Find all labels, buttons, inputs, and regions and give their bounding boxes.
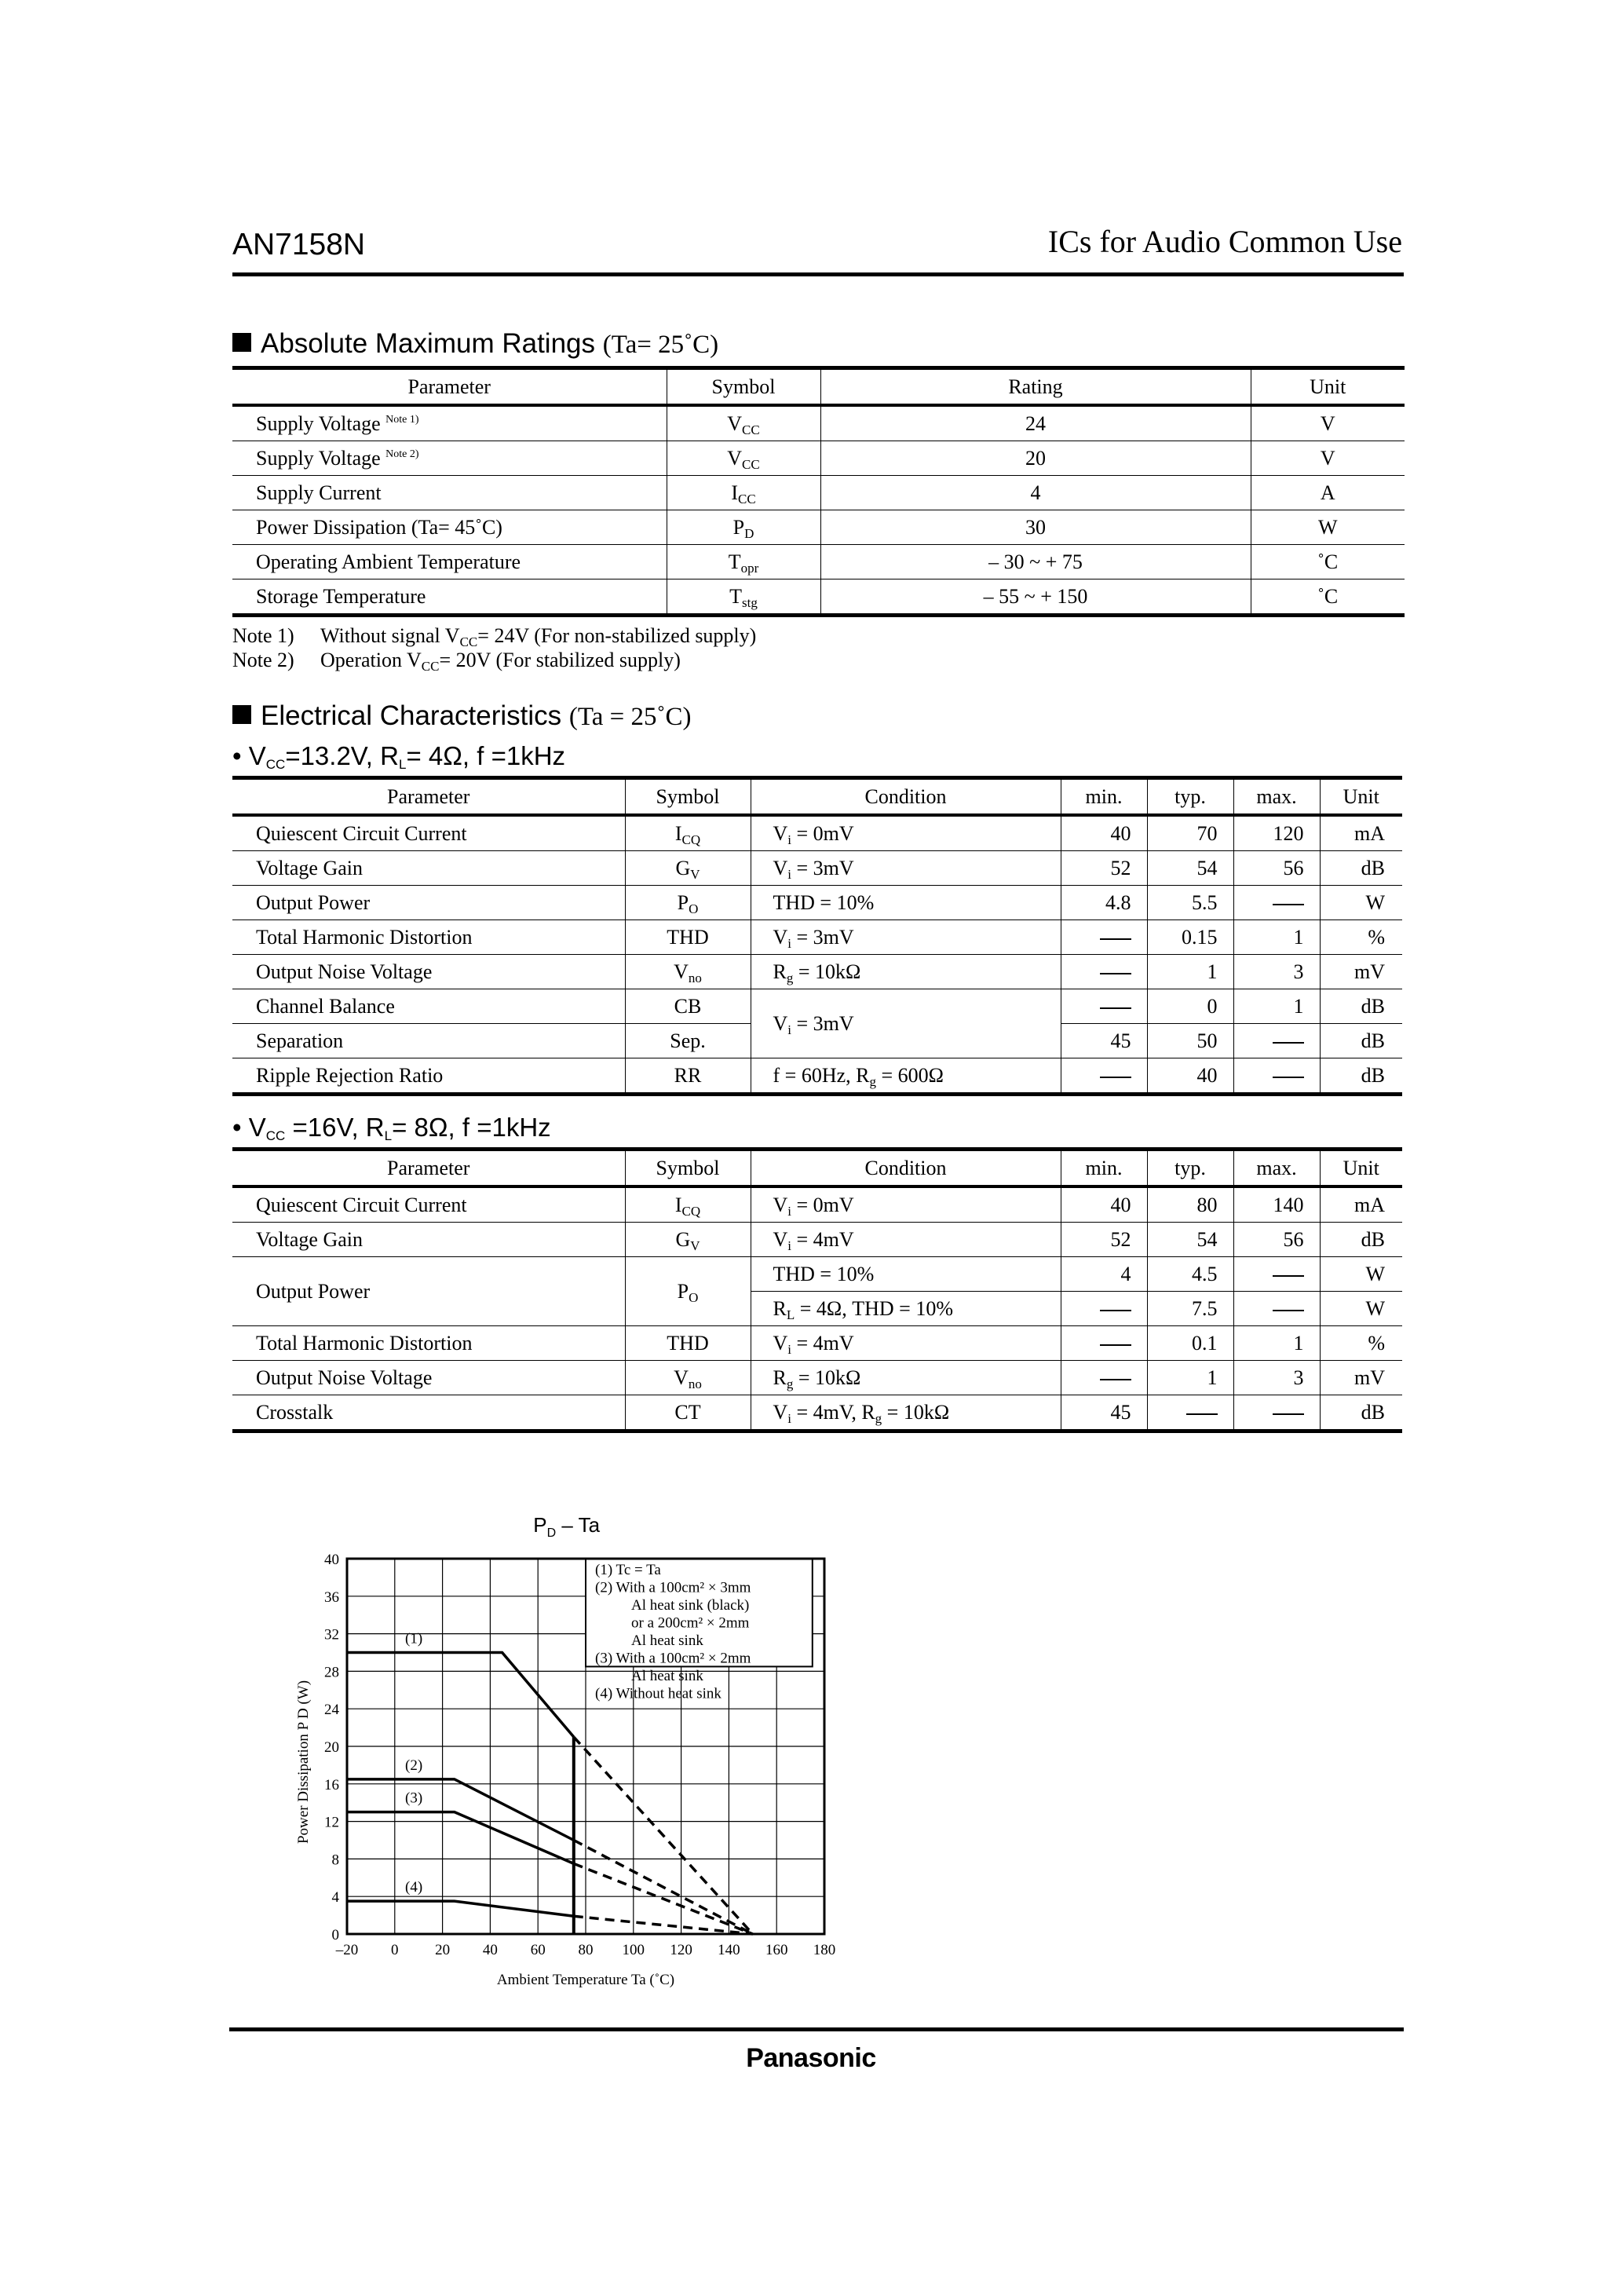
table-row — [232, 920, 1402, 955]
table-row — [232, 405, 1405, 441]
table-row — [232, 989, 1402, 1024]
series-line — [347, 1653, 574, 1738]
dash-mark — [1273, 1275, 1304, 1277]
table-row — [232, 441, 1405, 476]
dash-mark — [1273, 1077, 1304, 1078]
cell-min — [1061, 920, 1147, 955]
series-dashed-line — [574, 1863, 753, 1934]
table-row — [232, 1257, 1402, 1292]
cell-unit: dB — [1320, 989, 1402, 1024]
x-tick-label: –20 — [335, 1942, 359, 1958]
elec-condition: (Ta = 25˚C) — [568, 703, 692, 731]
cell-min: 52 — [1061, 851, 1147, 886]
col-typ: typ. — [1147, 778, 1233, 816]
cell-symbol: $V_{CC}$ — [667, 441, 820, 476]
cell-condition: $R_L = 4\Omega$, THD = 10% — [751, 1292, 1061, 1326]
cell-symbol: $P_O$ — [625, 886, 751, 920]
cell-min: 40 — [1061, 815, 1147, 851]
col-min: min. — [1061, 778, 1147, 816]
cell-max — [1233, 886, 1320, 920]
abs-max-title: Absolute Maximum Ratings — [261, 328, 595, 359]
series-label: (1) — [405, 1630, 423, 1647]
bullet-square-icon — [232, 333, 251, 352]
col-typ: typ. — [1147, 1150, 1233, 1187]
dash-mark — [1100, 1007, 1131, 1009]
dash-mark — [1273, 1310, 1304, 1311]
y-tick-label: 16 — [324, 1776, 339, 1793]
cell-unit: dB — [1320, 851, 1402, 886]
cell-unit: A — [1251, 476, 1405, 510]
cell-max: 1 — [1233, 1326, 1320, 1361]
cell-parameter: Voltage Gain — [232, 851, 625, 886]
cell-symbol: $V_{no}$ — [625, 955, 751, 989]
cell-rating: 4 — [820, 476, 1251, 510]
cell-unit: ˚C — [1251, 545, 1405, 579]
cell-symbol: $P_O$ — [625, 1257, 751, 1326]
col-symbol: Symbol — [625, 778, 751, 816]
x-axis-label: Ambient Temperature Ta (˚C) — [496, 1972, 675, 1988]
abs-max-table — [232, 366, 1405, 617]
cell-parameter: Output Noise Voltage — [232, 955, 625, 989]
cell-parameter: Output Power — [232, 1257, 625, 1326]
cell-max — [1233, 1292, 1320, 1326]
cell-symbol: RR — [625, 1058, 751, 1095]
y-axis-label: Power Dissipation P D (W) — [295, 1680, 312, 1844]
document-category: ICs for Audio Common Use — [1047, 224, 1402, 259]
cell-rating: 24 — [820, 405, 1251, 441]
cell-unit: dB — [1320, 1058, 1402, 1095]
cell-max: 140 — [1233, 1186, 1320, 1223]
set2-conditions: • $V_{CC} =16V$, $R_L= 8\Omega$, f =1kHz — [232, 1113, 551, 1143]
table-row — [232, 1326, 1402, 1361]
col-unit: Unit — [1320, 778, 1402, 816]
series-dashed-line — [574, 1737, 753, 1934]
cell-typ: 70 — [1147, 815, 1233, 851]
cell-unit: ˚C — [1251, 579, 1405, 616]
legend-entry: Al heat sink — [631, 1632, 703, 1649]
cell-condition: $V_i = 0mV$ — [751, 815, 1061, 851]
cell-unit: mA — [1320, 815, 1402, 851]
cell-symbol: $V_{CC}$ — [667, 405, 820, 441]
cell-condition: $V_i = 4mV$, $R_g = 10k\Omega$ — [751, 1395, 1061, 1431]
abs-max-heading — [232, 328, 718, 360]
table-row — [232, 1223, 1402, 1257]
cell-unit: dB — [1320, 1223, 1402, 1257]
cell-min — [1061, 989, 1147, 1024]
legend-entry: (1) Tc = Ta — [595, 1562, 661, 1578]
cell-condition: $V_i = 0mV$ — [751, 1186, 1061, 1223]
table-row — [232, 886, 1402, 920]
cell-min: 45 — [1061, 1024, 1147, 1058]
chart-title: $P_D$ – Ta — [533, 1513, 601, 1540]
cell-max: 120 — [1233, 815, 1320, 851]
series-label: (2) — [405, 1757, 423, 1774]
table-row — [232, 851, 1402, 886]
cell-typ: 40 — [1147, 1058, 1233, 1095]
set1-conditions: • $V_{CC}=13.2V$, $R_L= 4\Omega$, f =1kHz — [232, 741, 566, 772]
cell-typ: 4.5 — [1147, 1257, 1233, 1292]
cell-condition: $V_i = 3mV$ — [751, 851, 1061, 886]
col-max: max. — [1233, 778, 1320, 816]
cell-symbol: THD — [625, 920, 751, 955]
col-rating: Rating — [820, 368, 1251, 406]
cell-rating: 20 — [820, 441, 1251, 476]
cell-condition: $R_g = 10k\Omega$ — [751, 955, 1061, 989]
col-symbol: Symbol — [667, 368, 820, 406]
cell-symbol: $G_V$ — [625, 851, 751, 886]
dash-mark — [1100, 1077, 1131, 1078]
cell-unit: W — [1251, 510, 1405, 545]
cell-max: 56 — [1233, 1223, 1320, 1257]
table-row — [232, 1058, 1402, 1095]
cell-max — [1233, 1058, 1320, 1095]
cell-symbol: $P_D$ — [667, 510, 820, 545]
cell-max: 3 — [1233, 1361, 1320, 1395]
cell-parameter: Supply Current — [232, 476, 667, 510]
table-row — [232, 815, 1402, 851]
series-dashed-line — [574, 1916, 753, 1934]
dash-mark — [1100, 938, 1131, 940]
table-row — [232, 545, 1405, 579]
part-number: AN7158N — [232, 228, 366, 261]
bullet-square-icon — [232, 705, 251, 724]
cell-typ: 0 — [1147, 989, 1233, 1024]
col-condition: Condition — [751, 778, 1061, 816]
cell-parameter: Voltage Gain — [232, 1223, 625, 1257]
dash-mark — [1100, 1379, 1131, 1380]
y-tick-label: 4 — [331, 1889, 339, 1907]
cell-parameter: Channel Balance — [232, 989, 625, 1024]
cell-min — [1061, 1058, 1147, 1095]
header-rule — [232, 272, 1404, 276]
elec-table-1 — [232, 776, 1402, 1096]
cell-parameter: Ripple Rejection Ratio — [232, 1058, 625, 1095]
cell-min: 52 — [1061, 1223, 1147, 1257]
abs-max-condition: (Ta= 25˚C) — [602, 331, 719, 359]
cell-condition: THD = 10% — [751, 1257, 1061, 1292]
cell-typ: 1 — [1147, 955, 1233, 989]
cell-typ: 7.5 — [1147, 1292, 1233, 1326]
cell-unit: % — [1320, 1326, 1402, 1361]
cell-parameter: Total Harmonic Distortion — [232, 920, 625, 955]
table-row — [232, 955, 1402, 989]
cell-typ: 54 — [1147, 1223, 1233, 1257]
y-tick-label: 28 — [324, 1664, 339, 1681]
cell-typ: 1 — [1147, 1361, 1233, 1395]
cell-typ: 5.5 — [1147, 886, 1233, 920]
col-max: max. — [1233, 1150, 1320, 1187]
note-2: Note 2) Operation $V_{CC}= 20V$ (For stabilized supply) — [232, 649, 681, 674]
cell-condition: $V_i = 4mV$ — [751, 1326, 1061, 1361]
cell-unit: mV — [1320, 1361, 1402, 1395]
cell-condition: THD = 10% — [751, 886, 1061, 920]
cell-typ: 54 — [1147, 851, 1233, 886]
y-tick-label: 20 — [324, 1739, 339, 1756]
series-dashed-line — [574, 1841, 753, 1935]
series-label: (3) — [405, 1790, 423, 1807]
cell-unit: mA — [1320, 1186, 1402, 1223]
cell-condition: f = 60Hz, $R_g = 600\Omega$ — [751, 1058, 1061, 1095]
series-line — [347, 1901, 574, 1916]
y-tick-label: 8 — [331, 1852, 339, 1869]
legend-entry: (2) With a 100cm² × 3mm — [595, 1579, 751, 1596]
series-label: (4) — [405, 1879, 423, 1896]
y-tick-label: 12 — [324, 1814, 339, 1831]
cell-rating: 30 — [820, 510, 1251, 545]
y-tick-label: 0 — [331, 1927, 339, 1943]
cell-parameter: Total Harmonic Distortion — [232, 1326, 625, 1361]
cell-rating: – 30 ~ + 75 — [820, 545, 1251, 579]
cell-unit: dB — [1320, 1024, 1402, 1058]
cell-unit: % — [1320, 920, 1402, 955]
cell-min: 4 — [1061, 1257, 1147, 1292]
x-tick-label: 60 — [530, 1942, 546, 1958]
cell-unit: dB — [1320, 1395, 1402, 1431]
cell-min — [1061, 1326, 1147, 1361]
legend-entry: Al heat sink (black) — [631, 1597, 750, 1614]
cell-min: 4.8 — [1061, 886, 1147, 920]
cell-condition: $R_g = 10k\Omega$ — [751, 1361, 1061, 1395]
cell-max: 1 — [1233, 920, 1320, 955]
cell-max: 56 — [1233, 851, 1320, 886]
cell-condition: $V_i = 4mV$ — [751, 1223, 1061, 1257]
dash-mark — [1186, 1413, 1218, 1415]
cell-max: 1 — [1233, 989, 1320, 1024]
elec-table-2 — [232, 1147, 1402, 1433]
x-tick-label: 100 — [622, 1942, 645, 1958]
cell-parameter: Operating Ambient Temperature — [232, 545, 667, 579]
cell-unit: W — [1320, 1257, 1402, 1292]
col-unit: Unit — [1251, 368, 1405, 406]
series-line — [347, 1779, 574, 1841]
y-tick-label: 32 — [324, 1626, 339, 1643]
series-line — [347, 1812, 574, 1864]
table-row — [232, 510, 1405, 545]
cell-min — [1061, 1361, 1147, 1395]
col-symbol: Symbol — [625, 1150, 751, 1187]
dash-mark — [1100, 1344, 1131, 1346]
cell-condition: $V_i = 3mV$ — [751, 989, 1061, 1058]
footer-rule — [229, 2027, 1404, 2031]
x-tick-label: 40 — [482, 1942, 498, 1958]
legend-entry: (4) Without heat sink — [595, 1685, 721, 1702]
dash-mark — [1273, 904, 1304, 905]
cell-symbol: $I_{CQ}$ — [625, 815, 751, 851]
cell-symbol: $G_V$ — [625, 1223, 751, 1257]
cell-symbol: CT — [625, 1395, 751, 1431]
cell-typ: 80 — [1147, 1186, 1233, 1223]
x-tick-label: 120 — [670, 1942, 692, 1958]
cell-typ — [1147, 1395, 1233, 1431]
x-tick-label: 160 — [765, 1942, 788, 1958]
cell-symbol: Sep. — [625, 1024, 751, 1058]
cell-max — [1233, 1395, 1320, 1431]
legend-entry: (3) With a 100cm² × 2mm — [595, 1650, 751, 1667]
x-tick-label: 180 — [813, 1942, 836, 1958]
cell-typ: 50 — [1147, 1024, 1233, 1058]
cell-min — [1061, 955, 1147, 989]
cell-typ: 0.15 — [1147, 920, 1233, 955]
cell-min — [1061, 1292, 1147, 1326]
cell-max — [1233, 1257, 1320, 1292]
col-parameter: Parameter — [232, 778, 625, 816]
cell-parameter: Supply Voltage $^{Note 2)}$ — [232, 441, 667, 476]
legend-entry: Al heat sink — [631, 1668, 703, 1684]
cell-max: 3 — [1233, 955, 1320, 989]
cell-unit: mV — [1320, 955, 1402, 989]
x-tick-label: 20 — [435, 1942, 451, 1958]
cell-parameter: Crosstalk — [232, 1395, 625, 1431]
table-row — [232, 579, 1405, 616]
cell-parameter: Storage Temperature — [232, 579, 667, 616]
x-tick-label: 0 — [391, 1942, 399, 1958]
note-1: Note 1) Without signal $V_{CC}= 24V$ (For non-stabilized supply) — [232, 624, 757, 649]
elec-title: Electrical Characteristics — [261, 700, 562, 731]
col-unit: Unit — [1320, 1150, 1402, 1187]
cell-parameter: Power Dissipation (Ta= 45˚C) — [232, 510, 667, 545]
dash-mark — [1100, 973, 1131, 974]
x-tick-label: 80 — [578, 1942, 594, 1958]
pd-ta-chart — [283, 1496, 879, 1998]
brand-logo: Panasonic — [746, 2043, 876, 2073]
table-row — [232, 1395, 1402, 1431]
table-row — [232, 1186, 1402, 1223]
cell-parameter: Quiescent Circuit Current — [232, 815, 625, 851]
cell-unit: W — [1320, 1292, 1402, 1326]
cell-rating: – 55 ~ + 150 — [820, 579, 1251, 616]
cell-min: 45 — [1061, 1395, 1147, 1431]
col-min: min. — [1061, 1150, 1147, 1187]
dash-mark — [1273, 1042, 1304, 1044]
cell-unit: W — [1320, 886, 1402, 920]
col-parameter: Parameter — [232, 368, 667, 406]
cell-min: 40 — [1061, 1186, 1147, 1223]
elec-heading — [232, 700, 691, 732]
cell-parameter: Output Noise Voltage — [232, 1361, 625, 1395]
cell-unit: V — [1251, 441, 1405, 476]
cell-unit: V — [1251, 405, 1405, 441]
cell-symbol: THD — [625, 1326, 751, 1361]
cell-typ: 0.1 — [1147, 1326, 1233, 1361]
cell-symbol: CB — [625, 989, 751, 1024]
cell-symbol: $I_{CQ}$ — [625, 1186, 751, 1223]
cell-parameter: Separation — [232, 1024, 625, 1058]
legend-entry: or a 200cm² × 2mm — [631, 1614, 750, 1632]
col-parameter: Parameter — [232, 1150, 625, 1187]
table-row — [232, 1361, 1402, 1395]
cell-symbol: $T_{opr}$ — [667, 545, 820, 579]
y-tick-label: 24 — [324, 1702, 339, 1719]
cell-max — [1233, 1024, 1320, 1058]
cell-symbol: $I_{CC}$ — [667, 476, 820, 510]
table-row — [232, 476, 1405, 510]
dash-mark — [1100, 1310, 1131, 1311]
cell-parameter: Supply Voltage $^{Note 1)}$ — [232, 405, 667, 441]
col-condition: Condition — [751, 1150, 1061, 1187]
cell-parameter: Quiescent Circuit Current — [232, 1186, 625, 1223]
cell-parameter: Output Power — [232, 886, 625, 920]
cell-condition: $V_i = 3mV$ — [751, 920, 1061, 955]
dash-mark — [1273, 1413, 1304, 1415]
x-tick-label: 140 — [718, 1942, 740, 1958]
cell-symbol: $V_{no}$ — [625, 1361, 751, 1395]
y-tick-label: 40 — [324, 1552, 339, 1568]
y-tick-label: 36 — [324, 1589, 339, 1606]
cell-symbol: $T_{stg}$ — [667, 579, 820, 616]
